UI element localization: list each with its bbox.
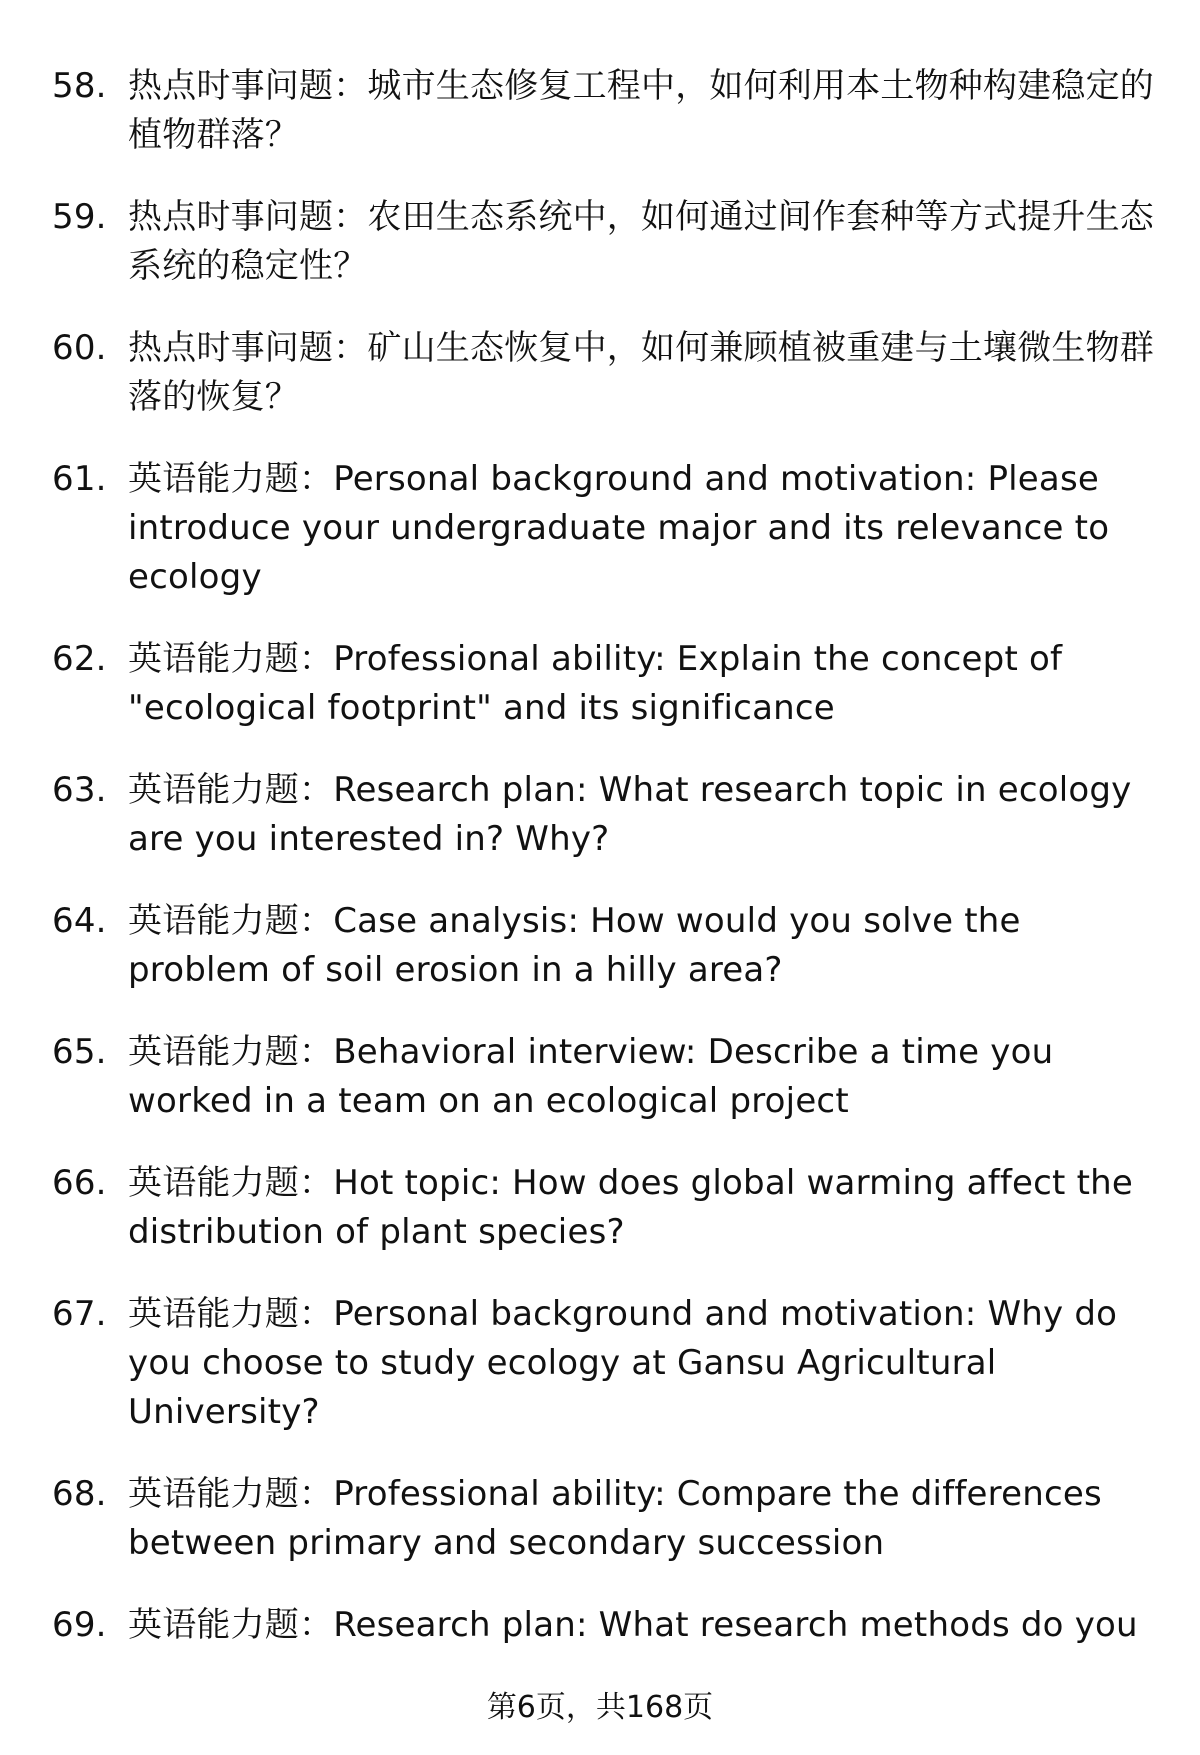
question-item	[0, 1028, 1200, 1126]
question-number: 69.	[52, 1605, 107, 1645]
question-item	[0, 897, 1200, 995]
question-item	[0, 1601, 1200, 1650]
question-number: 66.	[52, 1163, 107, 1203]
question-text: 英语能力题：Research plan: What research topic in ecology are you interested in? Why?	[128, 770, 1132, 859]
question-text: 英语能力题：Professional ability: Explain the concept of "ecological footprint" and its significance	[128, 639, 1063, 728]
question-text: 热点时事问题：城市生态修复工程中，如何利用本土物种构建稳定的植物群落？	[128, 66, 1154, 155]
page-number-label: 第6页，共168页	[486, 1690, 714, 1725]
question-number: 60.	[52, 328, 107, 368]
question-text: 英语能力题：Case analysis: How would you solve the problem of soil erosion in a hilly area?	[128, 901, 1021, 990]
question-item	[0, 1470, 1200, 1568]
question-text: 英语能力题：Behavioral interview: Describe a time you worked in a team on an ecological project	[128, 1032, 1054, 1121]
question-number: 61.	[52, 459, 107, 499]
question-text: 英语能力题：Hot topic: How does global warming affect the distribution of plant species?	[128, 1163, 1133, 1252]
question-number: 65.	[52, 1032, 107, 1072]
question-item	[0, 766, 1200, 864]
question-item	[0, 635, 1200, 733]
question-item	[0, 1290, 1200, 1437]
question-number: 63.	[52, 770, 107, 810]
question-item	[0, 324, 1200, 422]
question-text: 英语能力题：Personal background and motivation: Please introduce your undergraduate major and its relevance to ecology	[128, 459, 1110, 597]
question-number: 58.	[52, 66, 107, 106]
question-text: 热点时事问题：矿山生态恢复中，如何兼顾植被重建与土壤微生物群落的恢复？	[128, 328, 1154, 417]
question-text: 英语能力题：Research plan: What research methods do you	[128, 1605, 1138, 1645]
question-number: 62.	[52, 639, 107, 679]
page-footer	[0, 1688, 1200, 1728]
question-item	[0, 455, 1200, 602]
question-number: 67.	[52, 1294, 107, 1334]
question-text: 英语能力题：Professional ability: Compare the differences between primary and secondary succession	[128, 1474, 1102, 1563]
question-item	[0, 62, 1200, 160]
question-text: 英语能力题：Personal background and motivation: Why do you choose to study ecology at Gansu Agricultural University?	[128, 1294, 1118, 1432]
question-list	[0, 62, 1200, 1683]
question-number: 68.	[52, 1474, 107, 1514]
question-text: 热点时事问题：农田生态系统中，如何通过间作套种等方式提升生态系统的稳定性？	[128, 197, 1154, 286]
question-number: 64.	[52, 901, 107, 941]
question-item	[0, 1159, 1200, 1257]
question-item	[0, 193, 1200, 291]
question-number: 59.	[52, 197, 107, 237]
